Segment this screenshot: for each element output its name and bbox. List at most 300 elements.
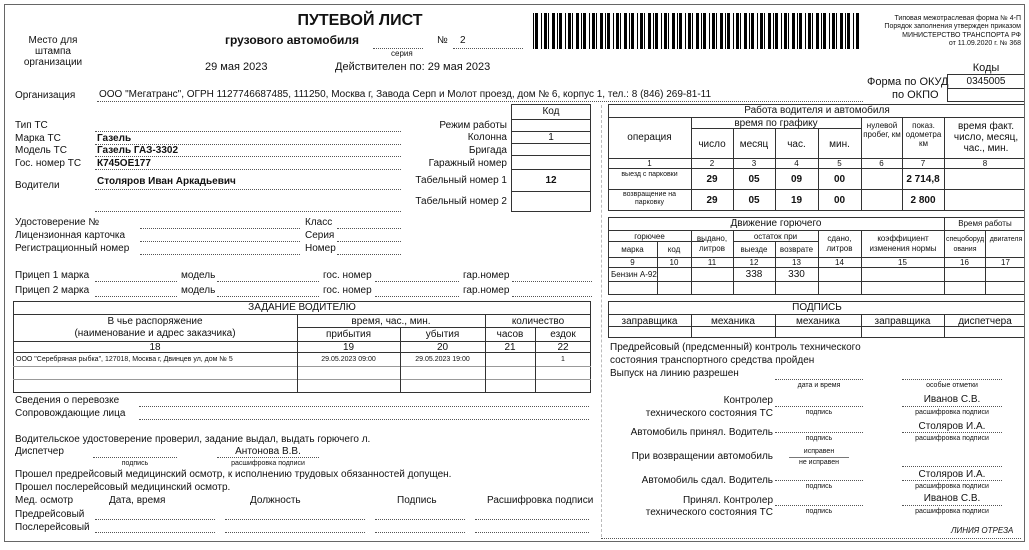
position-label: Должность [250,495,301,506]
dispatcher-decode-caption: расшифровка подписи [231,460,305,467]
controller-decode-caption: расшифровка подписи [915,409,989,416]
vehicle-plate-value: К745ОЕ177 [97,158,151,169]
barcode-bar [736,13,739,49]
handed-decode-caption: расшифровка подписи [915,483,989,490]
fuel-divider [608,281,1025,282]
docs-line [140,254,300,255]
month-header: месяц [739,139,769,150]
accompany-line [139,419,589,420]
hours-header: часов [496,329,524,340]
return-header: возврате [779,245,814,254]
barcode-bar [589,13,590,49]
remain-header: остаток при [753,232,798,241]
sig-col: заправщика [621,316,678,327]
barcode-bar [703,13,706,49]
trailer2-gos-label: гос. номер [323,285,372,296]
barcode-bar [773,13,774,49]
trailer1-label: Прицеп 1 марка [15,270,90,281]
barcode-bar [709,13,710,49]
barcode-bar [712,13,715,49]
task-col-num: 19 [342,342,355,353]
controller-label-2: технического состояния ТС [645,408,773,419]
control-text-2: состояния транспортного средства пройден [610,355,815,366]
status-ok[interactable]: исправен [803,448,835,455]
tab1-label: Табельный номер 1 [415,175,507,186]
waybill-sheet [4,4,1025,542]
carrier-line [139,406,589,407]
barcode-bar [845,13,846,49]
quantity-header: количество [511,316,565,327]
stamp-place-label: Место для штампа организации [23,35,83,68]
form-info-line: Типовая межотраслевая форма № 4-П [894,15,1021,22]
cut-line-vertical [601,105,602,537]
accepted-line [775,432,863,433]
trailer-line [512,296,592,297]
task-divider [13,379,591,380]
barcode-bar [836,13,837,49]
barcode-bar [805,13,806,49]
barcode-bar [679,13,682,49]
datetime-label: Дата, время [109,495,166,506]
barcode-bar [600,13,603,49]
barcode-bar [725,13,726,49]
controller-line [775,406,863,407]
barcode-bar [812,13,813,49]
okpo-label: по ОКПО [892,89,939,101]
vehicle-line [95,131,401,132]
column-value: 1 [548,132,554,143]
sig-col: диспетчера [958,316,1012,327]
barcode-bar [631,13,634,49]
trailer-line [217,281,319,282]
dep-hour: 09 [790,174,803,185]
task-customer: ООО "Серебряная рыбка", 127018, Москва г, Двинцев ул, дом № 5 [16,356,233,363]
okud-value: 0345005 [966,76,1006,87]
on-return-label: При возвращении автомобиль [631,451,773,462]
barcode-bar [624,13,627,49]
org-line [97,101,863,102]
barcode-image [533,13,861,49]
vehicle-line [95,211,401,212]
code-header: Код [542,106,560,117]
docs-line [337,241,401,242]
barcode-bar [613,13,614,49]
code-divider [511,169,591,170]
barcode-bar [664,13,667,49]
handed-sign-caption: подпись [805,483,833,490]
col-num: 3 [751,159,757,168]
task-col-num: 22 [557,342,569,353]
dep-day: 29 [706,174,718,185]
valid-until: Действителен по: 29 мая 2023 [335,61,491,73]
trailer-line [95,296,177,297]
dispatcher-name: Антонова В.В. [235,446,301,457]
fuel-header: горючее [634,232,665,241]
fuel-divider [608,230,1025,231]
accepted-decode-caption: расшифровка подписи [915,435,989,442]
work-divider [608,168,1025,169]
accepted-line [902,432,1002,433]
post-label: Послерейсовый [15,522,90,533]
signature-label: Подпись [397,495,437,506]
fuel-col-num: 16 [960,258,969,267]
fuel-code-header: код [667,245,681,254]
release-line [775,379,863,380]
trailer-line [512,281,592,282]
accepted-ctrl-line [902,505,1002,506]
card-label: Лицензионная карточка [15,230,126,241]
code-divider [511,191,591,192]
fuel-title: Движение горючего [730,218,822,229]
barcode-bar [764,13,765,49]
barcode-bar [648,13,651,49]
org-value: ООО "Мегатранс", ОГРН 1127746687485, 111250, Москва г, Завода Серп и Молот проезд, дом № 6, корпус 1, тел.: 8 (846) 269-81-11 [99,89,712,100]
barcode-bar [797,13,798,49]
odometer-header: показ. одометра км [905,121,942,149]
col-num: 7 [920,159,926,168]
handed-label: Автомобиль сдал. Водитель [641,475,773,486]
col-num: 2 [709,159,715,168]
barcode-bar [640,13,643,49]
barcode-bar [840,13,843,49]
barcode-bar [685,13,686,49]
docs-line [337,254,401,255]
dispatcher-sign-caption: подпись [121,460,149,467]
drivers-label: Водители [15,180,60,191]
waybill-number: 2 [460,35,466,46]
barcode-bar [716,13,717,49]
codes-box-divider [947,88,1025,89]
ret-odometer: 2 800 [910,195,936,206]
disposal-header: В чье распоряжение [107,316,203,327]
fuel-col-num: 13 [792,258,801,267]
fuel-departure-value: 338 [745,269,763,280]
barcode-bar [701,13,702,49]
barcode-bar [740,13,741,49]
accepted-ctrl-line [775,505,863,506]
barcode-bar [760,13,763,49]
barcode-bar [733,13,734,49]
trailer2-model-label: модель [181,285,216,296]
work-time-header: Время работы [958,219,1012,228]
code-divider [511,143,591,144]
dep-odometer: 2 714,8 [906,174,940,185]
checked-text: Водительское удостоверение проверил, задание выдал, выдать горючего л. [15,434,371,445]
trailer1-gos-label: гос. номер [323,270,372,281]
task-arrival: 29.05.2023 09:00 [321,356,376,363]
time-header: время, час., мин. [351,316,431,327]
arrival-header: прибытия [325,329,372,340]
control-text-1: Предрейсовый (предсменный) контроль технического [610,342,861,353]
barcode-bar [559,13,562,49]
fuel-brand-value: Бензин А-92 [611,270,657,279]
zero-mileage-header: нулевой пробег, км [863,121,901,140]
barcode-bar [688,13,691,49]
sig-col: механика [711,316,755,327]
handed-line [775,480,863,481]
day-header: число [698,139,726,150]
trips-header: ездок [550,329,576,340]
handed-line [902,480,1002,481]
ret-min: 00 [833,195,846,206]
vehicle-line [95,189,401,190]
barcode-bar [788,13,789,49]
barcode-bar [668,13,669,49]
hour-header: час. [787,139,806,150]
barcode-bar [781,13,782,49]
sig-col: заправщика [874,316,931,327]
ret-month: 05 [748,195,760,206]
med-line [475,519,589,520]
barcode-bar [581,13,582,49]
barcode-bar [853,13,854,49]
barcode-bar [672,13,675,49]
col-num: 5 [837,159,842,168]
trailer2-gar-label: гар.номер [463,285,510,296]
fuel-divider [608,241,704,242]
barcode-bar [832,13,835,49]
garage-label: Гаражный номер [428,158,507,169]
disposal-header-2: (наименование и адрес заказчика) [74,328,236,339]
status-divider [789,457,849,458]
barcode-bar [535,13,538,49]
engine-header: двигателя [989,236,1023,243]
vehicle-model-value: Газель ГАЗ-3302 [97,145,179,156]
barcode-bar [605,13,606,49]
task-col-num: 20 [436,342,449,353]
accepted-ctrl-name: Иванов С.В. [923,493,981,504]
release-line [902,379,1002,380]
med-line [375,519,465,520]
vehicle-brand-label: Марка ТС [15,133,61,144]
fuel-divider [608,267,1025,268]
form-info-line: от 11.09.2020 г. № 368 [948,40,1021,48]
dispatcher-name-line [217,457,319,458]
class-label: Класс [305,217,333,228]
controller-line [902,406,1002,407]
fuel-col-num: 12 [749,258,759,267]
barcode-bar [637,13,638,49]
dispatcher-label: Диспетчер [15,446,64,457]
sig-divider [608,314,1025,315]
barcode-bar [544,13,547,49]
trailer-line [95,281,177,282]
org-label: Организация [15,90,76,101]
work-mode-label: Режим работы [439,120,507,131]
document-date: 29 мая 2023 [205,61,268,73]
accepted-ctrl-label-1: Принял. Контролер [682,495,773,506]
barcode-bar [768,13,771,49]
tab1-value: 12 [545,175,557,186]
barcode-bar [596,13,597,49]
barcode-bar [757,13,758,49]
trailer1-model-label: модель [181,270,216,281]
barcode-bar [692,13,693,49]
barcode-bar [568,13,571,49]
accepted-sign-caption: подпись [805,435,833,442]
barcode-bar [557,13,558,49]
task-trips: 1 [561,356,565,363]
barcode-bar [576,13,579,49]
barcode-bar [727,13,730,49]
med-line [225,532,365,533]
task-divider [13,314,591,315]
barcode-bar [749,13,750,49]
coef-header: коэффициент изменения нормы [869,234,937,254]
cut-line [601,538,1021,539]
barcode-bar [821,13,822,49]
vehicle-type-label: Тип ТС [15,120,48,131]
barcode-bar [784,13,787,49]
departure-header: выезде [740,245,768,254]
datetime-caption: дата и время [797,382,841,389]
dep-month: 05 [748,174,760,185]
codes-label: Коды [972,62,1000,74]
barcode-bar [629,13,630,49]
col-num: 1 [647,159,652,168]
departure-task-header: убытия [425,329,460,340]
fuel-col-num: 14 [835,258,844,267]
task-col-num: 21 [504,342,516,353]
number-label: № [437,35,448,46]
row-return-op: возвращение на парковку [622,191,677,206]
fuel-return-value: 330 [788,269,805,280]
reg-label: Регистрационный номер [15,243,130,254]
barcode-bar [744,13,747,49]
barcode-bar [533,13,534,49]
column-label: Колонна [467,132,507,143]
fuel-col-num: 15 [898,258,907,267]
task-divider [297,327,591,328]
med-label: Мед. осмотр [15,495,74,506]
barcode-bar [661,13,662,49]
driver-value: Столяров Иван Аркадьевич [97,176,236,187]
work-divider [608,158,1025,159]
vehicle-brand-value: Газель [97,133,132,144]
vehicle-line [95,169,401,170]
fuel-col-num: 9 [630,258,635,267]
fuel-divider [944,217,945,295]
operation-header: операция [627,132,672,143]
form-info-line: МИНИСТЕРСТВО ТРАНСПОРТА РФ [902,31,1021,39]
pre-label: Предрейсовый [15,509,85,520]
fuel-col-num: 10 [669,258,679,267]
col-num: 6 [879,159,884,168]
decode2-label: Расшифровка подписи [487,495,594,506]
work-divider [608,189,1025,190]
work-table-title: Работа водителя и автомобиля [744,105,890,116]
trailer1-gar-label: гар.номер [463,270,510,281]
special-header: спецоборудования [945,236,985,253]
barcode-bar [655,13,658,49]
handed-name: Столяров И.А. [918,469,986,480]
accepted-label: Автомобиль принял. Водитель [630,427,773,438]
controller-sign-caption: подпись [805,409,833,416]
vehicle-line [95,156,401,157]
docs-line [337,228,401,229]
signature-title: ПОДПИСЬ [792,302,842,313]
barcode-bar [816,13,819,49]
barcode-bar [653,13,654,49]
cut-line-label: ЛИНИЯ ОТРЕЗА [951,526,1014,535]
barcode-bar [583,13,586,49]
fuel-brand-header: марка [621,245,644,254]
okud-label: Форма по ОКУД [867,76,949,88]
col-num: 8 [982,159,988,168]
series-doc-label: Серия [305,230,335,241]
release-text: Выпуск на линию разрешен [610,368,739,379]
barcode-bar [775,13,778,49]
vehicle-model-label: Модель ТС [15,145,68,156]
codes-column-box [511,104,591,212]
number-line [453,48,523,49]
barcode-bar [607,13,610,49]
docs-line [140,228,300,229]
dispatcher-sign-line [93,457,177,458]
document-subtitle: грузового автомобиля [225,33,359,47]
accompany-label: Сопровождающие лица [15,408,126,419]
fuel-col-num: 11 [707,258,717,267]
controller-name: Иванов С.В. [923,394,981,405]
controller-label-1: Контролер [723,395,773,406]
task-col-num: 18 [149,342,161,353]
form-info-line: Порядок заполнения утвержден приказом [884,23,1021,31]
ret-day: 29 [706,195,718,206]
tab2-label: Табельный номер 2 [415,196,507,207]
barcode-bar [823,13,826,49]
actual-time-header: время факт. число, месяц, час., мин. [953,121,1019,154]
document-title: ПУТЕВОЙ ЛИСТ [297,12,423,29]
carrier-label: Сведения о перевозке [15,395,120,406]
row-departure-op: выезд с парковки [621,171,678,178]
med-line [225,519,365,520]
trailer-line [217,296,319,297]
barcode-bar [720,13,723,49]
sig-col: механика [796,316,840,327]
docs-line [140,241,300,242]
med-line [95,532,215,533]
barcode-bar [620,13,621,49]
barcode-bar [592,13,595,49]
barcode-bar [572,13,573,49]
handed-header: сдано, литров [826,234,853,254]
series-label: серия [391,49,413,58]
barcode-bar [565,13,566,49]
task-departure: 29.05.2023 19:00 [415,356,470,363]
barcode-bar [829,13,830,49]
notes-caption: особые отметки [926,382,978,389]
issued-header: выдано, литров [696,234,728,254]
vehicle-plate-label: Гос. номер ТС [15,158,82,169]
accepted-ctrl-label-2: технического состояния ТС [645,507,773,518]
brigade-label: Бригада [468,145,507,156]
barcode-bar [616,13,619,49]
code-divider [511,155,591,156]
barcode-bar [792,13,795,49]
trailer-line [375,296,459,297]
code-divider [511,119,591,120]
col-num: 4 [794,159,799,168]
accepted-name: Столяров И.А. [918,421,986,432]
status-not-ok[interactable]: не исправен [798,459,840,466]
accepted-ctrl-sign-caption: подпись [805,508,833,515]
barcode-bar [696,13,699,49]
trailer2-label: Прицеп 2 марка [15,285,90,296]
license-label: Удостоверение № [15,217,100,228]
fuel-col-num: 17 [1001,258,1010,267]
barcode-bar [808,13,811,49]
post-med-text: Прошел послерейсовый медицинский осмотр. [15,482,231,493]
